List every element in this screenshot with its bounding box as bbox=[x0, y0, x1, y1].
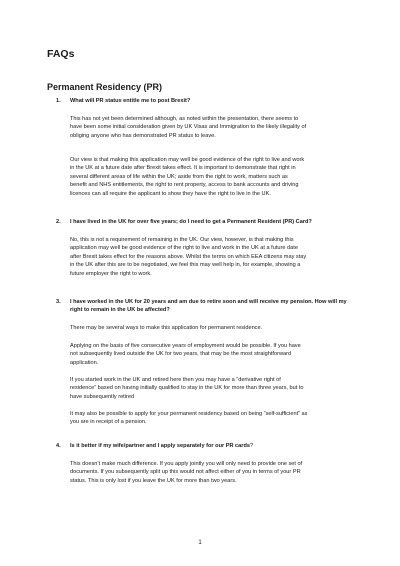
answer-3-paragraph-3: If you started work in the UK and retired here then you may have a “derivative right of residence” based on having initially qualified to stay in the UK for more than three years, but to have subsequently retired bbox=[70, 377, 304, 400]
question-text: What will PR status entitle me to post Brexit? bbox=[70, 98, 191, 104]
answer-1-paragraph-1: This has not yet been determined although, as noted within the presentation, there seems to have been some initial consideration given by UK Visas and Immigration to the likely illegality of obliging anyone who has demonstrated PR status to leave. bbox=[70, 116, 307, 139]
question-number: 2. bbox=[56, 219, 61, 225]
question-3 bbox=[56, 298, 356, 315]
question-2 bbox=[56, 218, 356, 226]
page-title: FAQs bbox=[47, 48, 75, 60]
question-number: 3. bbox=[56, 299, 61, 305]
answer-1-paragraph-2: Our view is that making this application may well be good evidence of the right to live and work in the UK at a future date after Brexit takes effect. It is important to demonstrate that right in several different areas of life within the UK; aside from the right to work, matters such as benefit and NHS entitlements, the right to rent property, access to bank accounts and driving licences can all require the applicant to show they have the right to live in the UK. bbox=[70, 157, 305, 197]
question-4 bbox=[56, 442, 356, 450]
question-text: I have worked in the UK for 20 years and am due to retire soon and will receive my pension. How will my right to remain in the UK be affected? bbox=[70, 299, 347, 314]
answer-3-paragraph-1: There may be several ways to make this application for permanent residence. bbox=[70, 325, 263, 331]
question-text: Is it better if my wife/partner and I apply separately for our PR cards bbox=[70, 443, 250, 449]
answer-3-paragraph-2: Applying on the basis of five consecutive years of employment would be possible. If you have not subsequently lived outside the UK for two years, that may be the most straightforward application. bbox=[70, 343, 301, 366]
section-heading: Permanent Residency (PR) bbox=[47, 82, 163, 92]
answer-4-paragraph-1: This doesn’t make much difference. If you apply jointly you will only need to provide one set of documents. If you subsequently split up this would not affect either of you in terms of your PR status. This is only lost if you leave the UK for more than two years. bbox=[70, 461, 303, 484]
question-text: I have lived in the UK for over five years; do I need to get a Permanent Resident (PR) Card? bbox=[70, 219, 312, 225]
page-number: 1 bbox=[198, 540, 202, 546]
question-1 bbox=[56, 97, 356, 105]
question-number: 4. bbox=[56, 443, 61, 449]
question-mark: ? bbox=[249, 443, 254, 449]
question-number: 1. bbox=[56, 98, 61, 104]
answer-2-paragraph-1: No, this is not a requirement of remaining in the UK. Our view, however, is that making this application may well be good evidence of the right to live and work in the UK at a future date after Brexit takes effect for the reasons above. Whilst the terms on which EEA citizens may stay in the UK after this are to be negotiated, we feel this may well help in, for example, showing a future employer the right to work. bbox=[70, 237, 307, 277]
answer-3-paragraph-4: It may also be possible to apply for your permanent residency based on being “self-sufficient” as you are in receipt of a pension. bbox=[70, 411, 308, 426]
